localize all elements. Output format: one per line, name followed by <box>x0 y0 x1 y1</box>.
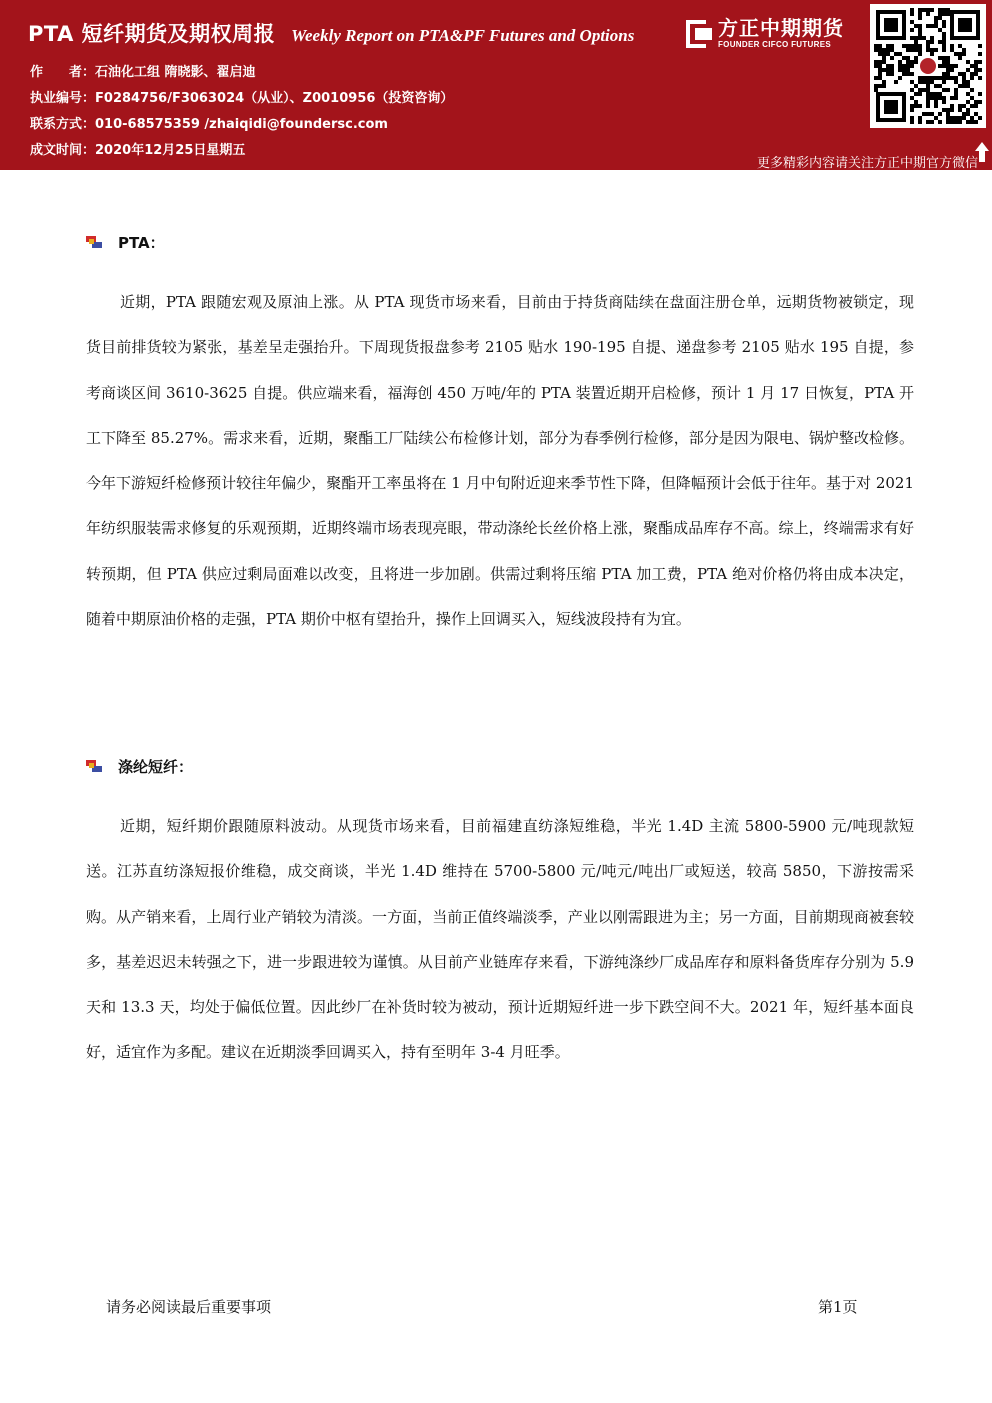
up-arrow-icon <box>974 140 990 164</box>
section-heading-text: 涤纶短纤： <box>118 758 194 776</box>
logo-name-cn: 方正中期期货 <box>718 16 844 40</box>
report-title-en: Weekly Report on PTA&PF Futures and Options <box>291 26 635 45</box>
license-label: 执业编号： <box>30 91 96 106</box>
author-line <box>30 60 453 86</box>
section-heading-text: PTA： <box>118 234 165 252</box>
report-title <box>28 18 634 52</box>
date-line <box>30 138 453 164</box>
contact-label: 联系方式： <box>30 117 96 132</box>
contact-line <box>30 112 453 138</box>
follow-wechat-text: 更多精彩内容请关注方正中期官方微信 <box>756 156 978 171</box>
license-value: F0284756/F3063024（从业）、Z0010956（投资咨询） <box>95 91 454 106</box>
section-bullet-icon <box>86 236 104 250</box>
section-body-pta: 近期，PTA 跟随宏观及原油上涨。从 PTA 现货市场来看，目前由于持货商陆续在盘面注册仓单，远期货物被锁定，现货目前排货较为紧张，基差呈走强抬升。下周现货报盘参考 2105 贴水 190-195 自提、递盘参考 2105 贴水 195 自提，参考商谈区间 3610-3625 自提。供应端来看，福海创 450 万吨/年的 PTA 装置近期开启检修，预计 1 月 17 日恢复，PTA 开工下降至 85.27%。需求来看，近期，聚酯工厂陆续公布检修计划，部分为春季例行检修，部分是因为限电、锅炉整改检修。今年下游短纤检修预计较往年偏少，聚酯开工率虽将在 1 月中旬附近迎来季节性下降，但降幅预计会低于往年。基于对 2021 年纺织服装需求修复的乐观预期，近期终端市场表现亮眼，带动涤纶长丝价格上涨，聚酯成品库存不高。综上，终端需求有好转预期，但 PTA 供应过剩局面难以改变，且将进一步加剧。供需过剩将压缩 PTA 加工费，PTA 绝对价格仍将由成本决定，随着中期原油价格的走强，PTA 期价中枢有望抬升，操作上回调买入，短线波段持有为宜。 <box>86 293 914 629</box>
section-heading-pf <box>86 756 193 777</box>
logo-name-en: FOUNDER CIFCO FUTURES <box>718 40 831 49</box>
date-label: 成文时间： <box>30 143 96 158</box>
author-value: 石油化工组 隋晓影、翟启迪 <box>95 65 256 80</box>
license-line <box>30 86 453 112</box>
date-value: 2020年12月25日星期五 <box>95 143 246 158</box>
wechat-qr-code <box>870 4 986 128</box>
report-meta <box>30 60 453 164</box>
footer-notice: 请务必阅读最后重要事项 <box>106 1298 272 1316</box>
company-logo <box>686 14 866 54</box>
section-heading-pta <box>86 232 165 253</box>
report-header-banner <box>0 0 992 170</box>
section-body-pf: 近期，短纤期价跟随原料波动。从现货市场来看，目前福建直纺涤短维稳，半光 1.4D 主流 5800-5900 元/吨现款短送。江苏直纺涤短报价维稳，成交商谈，半光 1.4D 维持在 5700-5800 元/吨元/吨出厂或短送，较高 5850，下游按需采购。从产销来看，上周行业产销较为清淡。一方面，当前正值终端淡季，产业以刚需跟进为主；另一方面，目前期现商被套较多，基差迟迟未转强之下，进一步跟进较为谨慎。从目前产业链库存来看，下游纯涤纱厂成品库存和原料备货库存分别为 5.9 天和 13.3 天，均处于偏低位置。因此纱厂在补货时较为被动，预计近期短纤进一步下跌空间不大。2021 年，短纤基本面良好，适宜作为多配。建议在近期淡季回调买入，持有至明年 3-4 月旺季。 <box>86 817 914 1062</box>
section-bullet-icon <box>86 760 104 774</box>
logo-mark-icon <box>686 20 712 48</box>
page-number: 第1页 <box>818 1298 858 1316</box>
report-title-cn: PTA 短纤期货及期权周报 <box>28 22 276 46</box>
author-label: 作 者： <box>30 65 96 80</box>
contact-value[interactable]: 010-68575359 /zhaiqidi@foundersc.com <box>95 117 388 132</box>
